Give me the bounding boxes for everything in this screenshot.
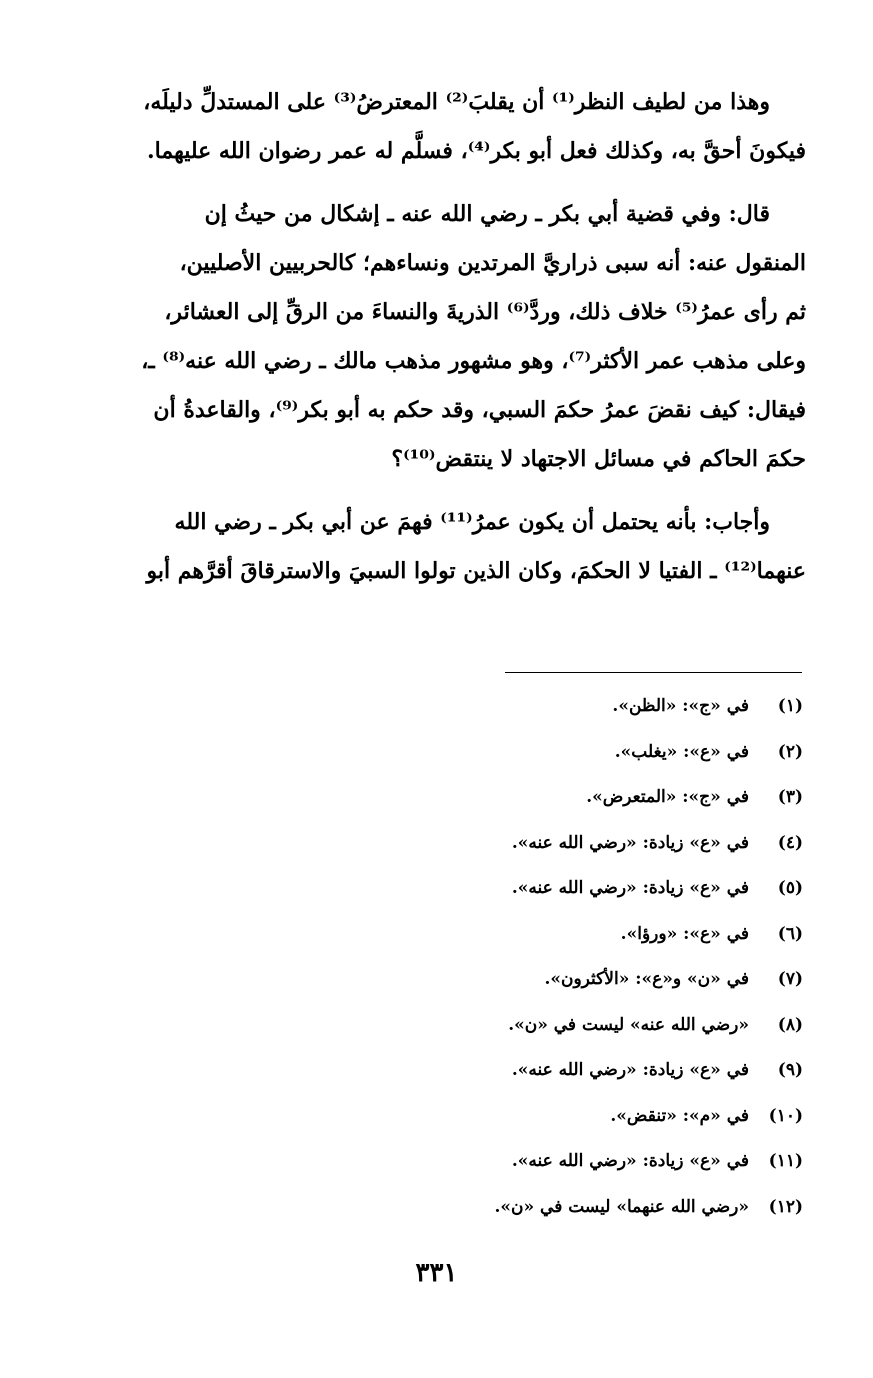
footnote-number: (٩): [777, 1060, 803, 1080]
footnote-text: في «ع»: «ورؤا».: [620, 923, 749, 944]
footnote-text: في «ع» زيادة: «رضي الله عنه».: [511, 1151, 749, 1171]
text-line: عنهما⁽¹²⁾ ـ الفتيا لا الحكمَ، وكان الذين تولوا السبيَ والاسترقاقَ أقرَّهم أبو: [146, 558, 806, 584]
footnote-text: في «ن» و«ع»: «الأكثرون».: [544, 969, 749, 989]
text-line: فيكونَ أحقَّ به، وكذلك فعل أبو بكر⁽⁴⁾، فسلَّم له عمر رضوان الله عليهما.: [146, 138, 806, 164]
footnote-text: «رضي الله عنه» ليست في «ن».: [508, 1014, 749, 1035]
footnote-item: [243, 1185, 803, 1231]
footnote-text: في «ع»: «يغلب».: [614, 741, 749, 762]
footnote-number: (٣): [777, 787, 803, 807]
footnote-item: [243, 1094, 803, 1140]
text-line: فيقال: كيف نقضَ عمرُ حكمَ السبي، وقد حكم به أبو بكر⁽⁹⁾، والقاعدةُ أن: [153, 397, 806, 423]
footnote-number: (١٢): [768, 1196, 803, 1217]
footnote-number: (٤): [777, 832, 803, 853]
footnote-item: [243, 730, 803, 776]
footnote-separator: [505, 672, 802, 673]
paragraph-2: [80, 190, 806, 484]
text-line: ثم رأى عمرُ⁽⁵⁾ خلاف ذلك، وردَّ⁽⁶⁾ الذريةَ والنساءَ من الرقِّ إلى العشائر،: [164, 299, 806, 325]
text-line: المنقول عنه: أنه سبى ذراريَّ المرتدين ونساءهم؛ كالحربيين الأصليين،: [179, 250, 806, 276]
page-body: [80, 78, 806, 596]
page-number: ٣٣١: [415, 1258, 458, 1288]
paragraph-1: [80, 78, 806, 176]
text-line: حكمَ الحاكم في مسائل الاجتهاد لا ينتقض⁽¹⁰⁾؟: [391, 446, 806, 472]
footnote-number: (١١): [768, 1151, 803, 1171]
footnote-item: [243, 684, 803, 730]
footnote-number: (٥): [777, 878, 803, 898]
footnote-text: في «ج»: «المتعرض».: [586, 787, 749, 807]
footnote-item: [243, 866, 803, 912]
footnote-text: في «م»: «تنقض».: [610, 1105, 749, 1126]
paragraph-3: [80, 498, 806, 596]
text-line: وعلى مذهب عمر الأكثر⁽⁷⁾، وهو مشهور مذهب مالك ـ رضي الله عنه⁽⁸⁾ ـ،: [141, 348, 806, 374]
footnote-text: «رضي الله عنهما» ليست في «ن».: [494, 1196, 749, 1217]
footnote-item: [243, 912, 803, 958]
footnote-number: (٢): [777, 741, 803, 762]
footnote-text: في «ع» زيادة: «رضي الله عنه».: [511, 832, 749, 853]
footnote-number: (٧): [777, 969, 803, 989]
text-line: وهذا من لطيف النظر⁽¹⁾ أن يقلبَ⁽²⁾ المعترضُ⁽³⁾ على المستدلِّ دليلَه،: [143, 89, 770, 115]
footnote-item: [243, 775, 803, 821]
footnote-text: في «ع» زيادة: «رضي الله عنه».: [511, 878, 749, 898]
footnotes-list: [243, 684, 803, 1230]
footnote-text: في «ج»: «الظن».: [612, 696, 749, 716]
footnote-item: [243, 821, 803, 867]
footnote-number: (١): [777, 696, 803, 716]
footnote-number: (١٠): [768, 1105, 803, 1126]
footnote-number: (٦): [777, 923, 803, 944]
footnote-item: [243, 1048, 803, 1094]
footnote-text: في «ع» زيادة: «رضي الله عنه».: [511, 1060, 749, 1080]
text-line: قال: وفي قضية أبي بكر ـ رضي الله عنه ـ إشكال من حيثُ إن: [204, 201, 770, 227]
footnote-item: [243, 1003, 803, 1049]
footnote-item: [243, 957, 803, 1003]
text-line: وأجاب: بأنه يحتمل أن يكون عمرُ⁽¹¹⁾ فهمَ عن أبي بكر ـ رضي الله: [174, 509, 770, 535]
footnote-item: [243, 1139, 803, 1185]
footnote-number: (٨): [777, 1014, 803, 1035]
